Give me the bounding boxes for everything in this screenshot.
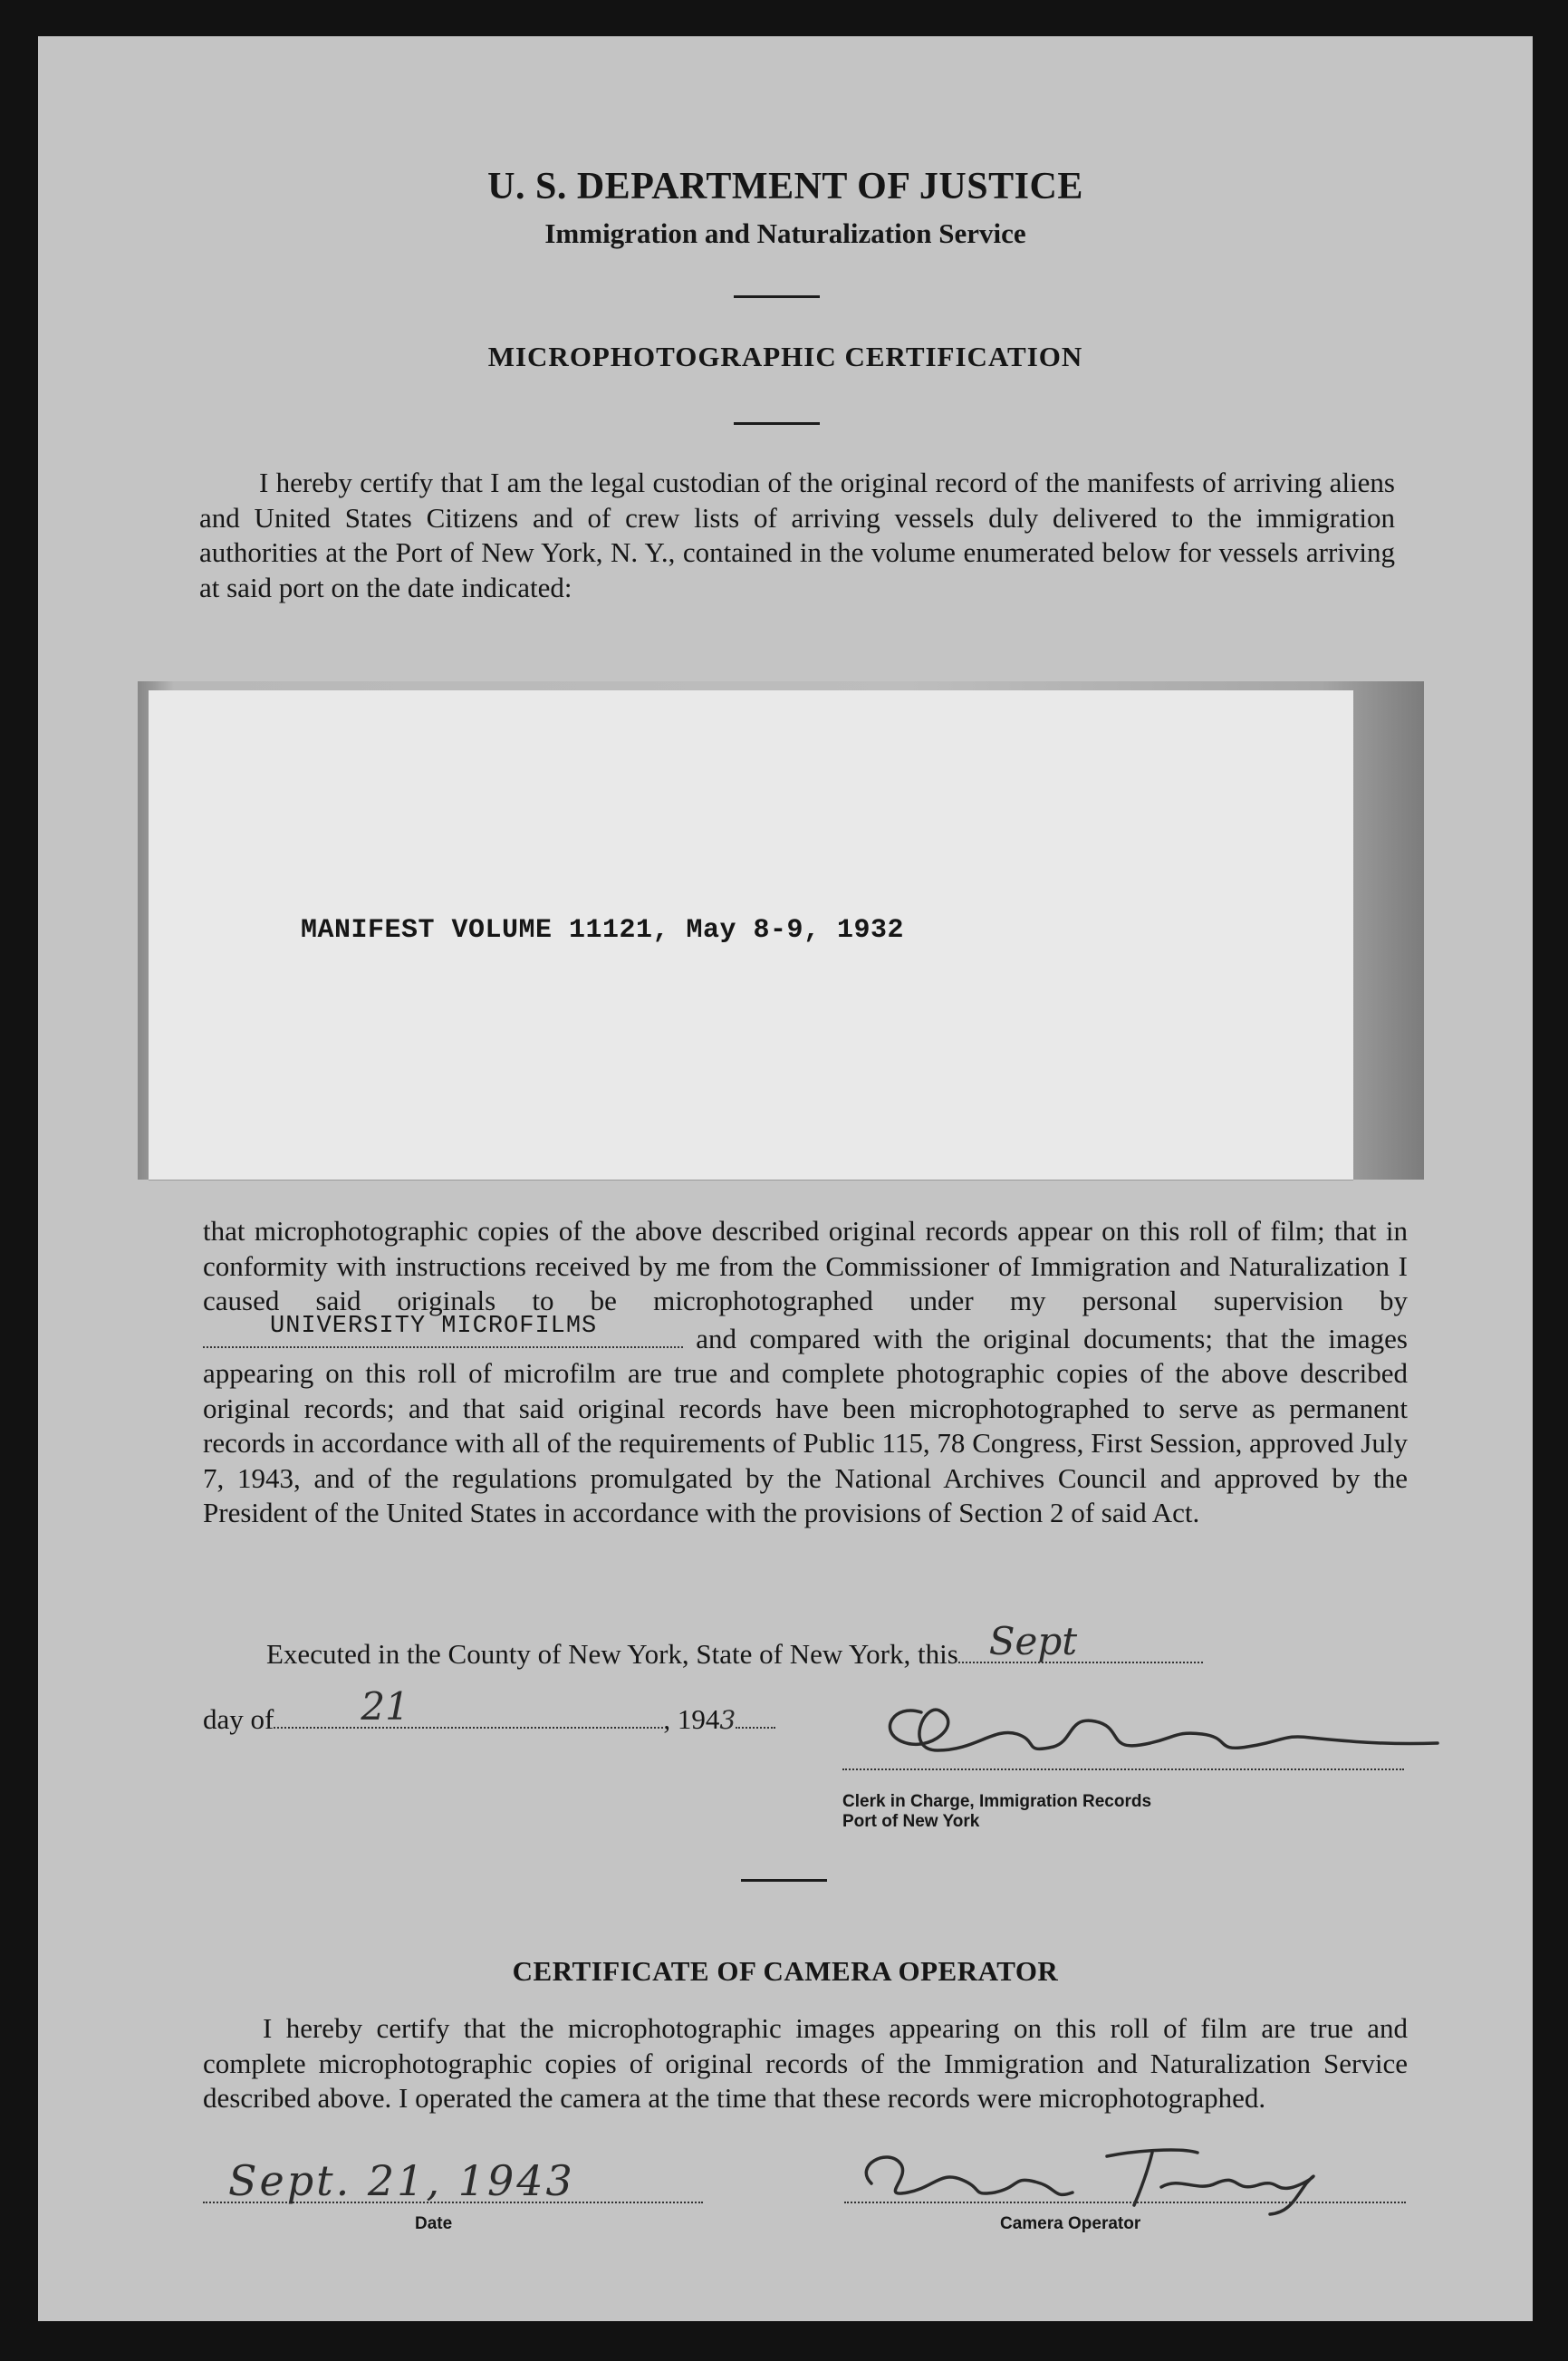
intro-paragraph: I hereby certify that I am the legal custodian of the original record of the manifests of arriving aliens and United States Citizens and of crew lists of arriving vessels duly delivered to the immigration authorities at the Port of New York, N. Y., contained in the volume enumerated below for vessels arriving at said port on the date indicated:: [199, 467, 1395, 603]
title-divider: [734, 422, 820, 425]
day-line: [274, 1684, 663, 1729]
month-handwritten: Sept: [988, 1619, 1078, 1663]
month-line: [958, 1619, 1203, 1663]
certification-title: MICROPHOTOGRAPHIC CERTIFICATION: [487, 341, 1083, 372]
operator-name-line: [203, 1313, 683, 1348]
camera-operator-signature-line: [844, 2202, 1406, 2203]
clerk-title-line2: Port of New York: [842, 1812, 980, 1831]
camera-operator-heading: CERTIFICATE OF CAMERA OPERATOR: [512, 1955, 1059, 1987]
manifest-volume-label: MANIFEST VOLUME 11121, May 8-9, 1932: [300, 915, 905, 946]
microfilm-company: UNIVERSITY MICROFILMS: [270, 1313, 598, 1340]
camera-operator-label: Camera Operator: [1000, 2214, 1141, 2233]
camera-operator-signature: [835, 2129, 1361, 2220]
certificate-page: [38, 36, 1533, 2321]
body-text-before-name: that microphotographic copies of the above described original records appear on this roll of film; that in conformity with instructions received by me from the Commissioner of Immigration and Naturalization I caused said originals to be microphotographed under my personal supervision by: [203, 1215, 1408, 1316]
year-digit-handwritten: 3: [719, 1705, 736, 1735]
clerk-title-line1: Clerk in Charge, Immigration Records: [842, 1792, 1152, 1811]
date-line: [203, 1684, 775, 1736]
clerk-title: [842, 1792, 1151, 1832]
day-prefix: day of: [203, 1703, 274, 1735]
execution-line: [266, 1619, 1203, 1671]
year-prefix: , 194: [663, 1703, 720, 1735]
certification-body: [203, 1214, 1408, 1531]
volume-slip: [149, 690, 1353, 1180]
date-handwritten: Sept. 21, 1943: [228, 2156, 575, 2205]
service-subtitle: Immigration and Naturalization Service: [544, 217, 1026, 249]
day-handwritten: 21: [361, 1684, 409, 1729]
clerk-signature-line: [842, 1768, 1404, 1770]
header-divider: [734, 295, 820, 298]
date-signature-line: [203, 2156, 703, 2205]
department-title: U. S. DEPARTMENT OF JUSTICE: [487, 166, 1083, 207]
body-text-after-name: and compared with the original documents; that the images appearing on this roll of microfilm are true and complete photographic copies of the above described original records; and that said original records have been microphotographed to serve as permanent records in accordance with all of the requirements of Public 115, 78 Congress, First Session, approved July 7, 1943, and of the regulations promulgated by the National Archives Council and approved by the President of the United States in accordance with the provisions of Section 2 of said Act.: [203, 1322, 1408, 1528]
execution-prefix: Executed in the County of New York, State of New York, this: [266, 1638, 958, 1670]
camera-operator-paragraph: I hereby certify that the microphotographic images appearing on this roll of film are true and complete microphotographic copies of original records of the Immigration and Naturalization Service described above. I operated the camera at the time that these records were microphotographed.: [203, 2012, 1408, 2114]
date-label: Date: [415, 2214, 453, 2233]
section-divider: [741, 1879, 827, 1882]
clerk-signature: [858, 1667, 1447, 1776]
